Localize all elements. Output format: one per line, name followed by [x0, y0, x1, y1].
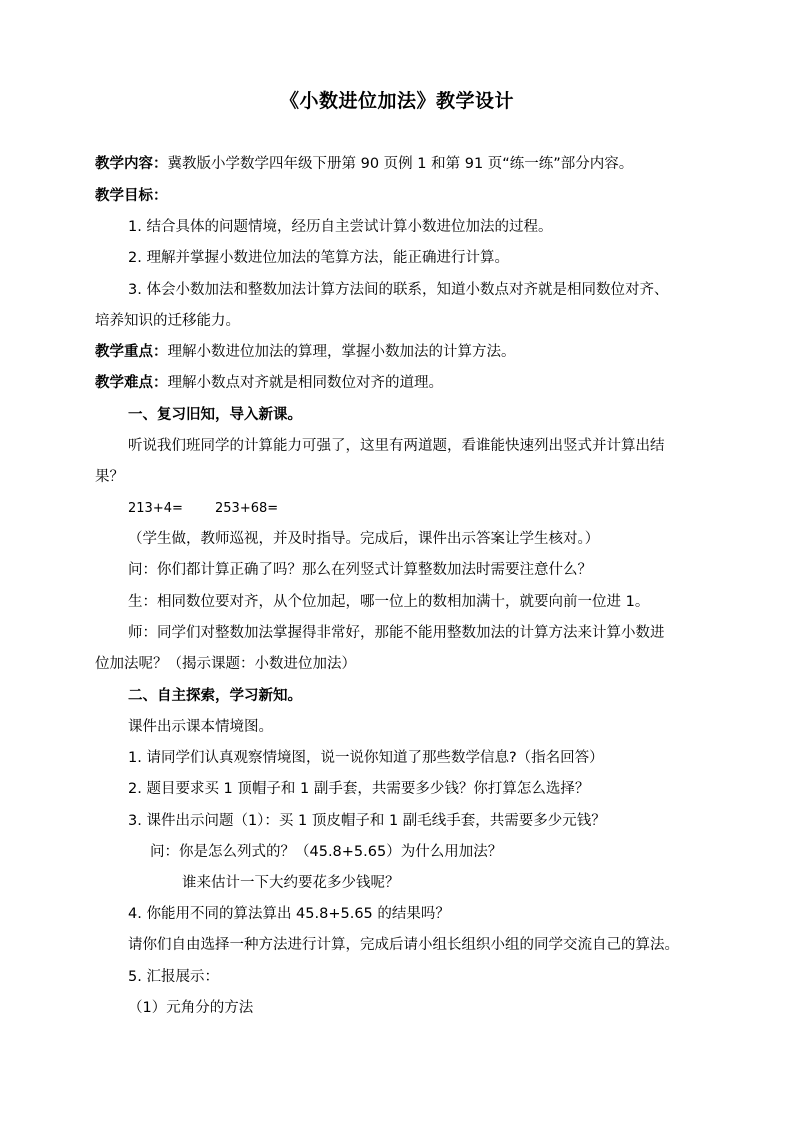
difficulty-line	[95, 373, 443, 393]
section1-line2-2: 问：你们都计算正确了吗？那么在列竖式计算整数加法时需要注意什么？	[128, 562, 592, 578]
section1-heading: 一、复习旧知，导入新课。	[128, 407, 302, 423]
section1-line-1: 听说我们班同学的计算能力可强了，这里有两道题，看谁能快速列出竖式并计算出结	[128, 438, 665, 454]
goal-item-1: 1. 结合具体的问题情境，经历自主尝试计算小数进位加法的过程。	[128, 219, 553, 235]
difficulty-label: 教学难点：	[95, 375, 168, 391]
content-line	[95, 154, 633, 174]
key-text: 理解小数进位加法的算理，掌握小数加法的计算方法。	[167, 344, 516, 360]
section2-line-10: （1）元角分的方法	[128, 1000, 254, 1016]
section1-line-2: 果？	[95, 469, 124, 485]
key-line	[95, 342, 516, 362]
expr-1: 213+4=	[128, 501, 183, 516]
section1-line2-4: 师：同学们对整数加法掌握得非常好，那能不能用整数加法的计算方法来计算小数进	[128, 625, 665, 641]
content-text: 冀教版小学数学四年级下册第 90 页例 1 和第 91 页“练一练”部分内容。	[167, 156, 634, 172]
section2-line-8: 请你们自由选择一种方法进行计算，完成后请小组长组织小组的同学交流自己的算法。	[128, 937, 679, 953]
content-label: 教学内容：	[95, 156, 168, 172]
section1-line2-3: 生：相同数位要对齐，从个位加起，哪一位上的数相加满十，就要向前一位进 1。	[128, 594, 650, 610]
section2-heading: 二、自主探索，学习新知。	[128, 688, 302, 704]
difficulty-text: 理解小数点对齐就是相同数位对齐的道理。	[167, 375, 443, 391]
key-label: 教学重点：	[95, 344, 168, 360]
goal-item-2: 2. 理解并掌握小数进位加法的笔算方法，能正确进行计算。	[128, 250, 509, 266]
section2-line-3: 2. 题目要求买 1 顶帽子和 1 副手套，共需要多少钱？你打算怎么选择？	[128, 781, 590, 797]
section2-line-5: 问：你是怎么列式的？（45.8+5.65）为什么用加法？	[150, 844, 503, 860]
expr-2: 253+68=	[215, 501, 279, 516]
goal-item-3: 3. 体会小数加法和整数加法计算方法间的联系，知道小数点对齐就是相同数位对齐、	[128, 282, 669, 298]
document-title: 《小数进位加法》教学设计	[279, 90, 514, 112]
section1-line2-5: 位加法呢？（揭示课题：小数进位加法）	[95, 656, 356, 672]
section2-line-6: 谁来估计一下大约要花多少钱呢？	[182, 875, 400, 891]
section2-line-1: 课件出示课本情境图。	[128, 719, 273, 735]
goals-label: 教学目标：	[95, 188, 168, 204]
section2-line-7: 4. 你能用不同的算法算出 45.8+5.65 的结果吗？	[128, 906, 450, 922]
goal-item-3-cont: 培养知识的迁移能力。	[95, 313, 240, 329]
section2-line-9: 5. 汇报展示：	[128, 969, 219, 985]
section2-line-2: 1. 请同学们认真观察情境图，说一说你知道了那些数学信息?（指名回答）	[128, 750, 604, 766]
section2-line-4: 3. 课件出示问题（1）：买 1 顶皮帽子和 1 副毛线手套，共需要多少元钱？	[128, 813, 606, 829]
section1-line2-1: （学生做，教师巡视，并及时指导。完成后，课件出示答案让学生核对。）	[128, 531, 600, 547]
